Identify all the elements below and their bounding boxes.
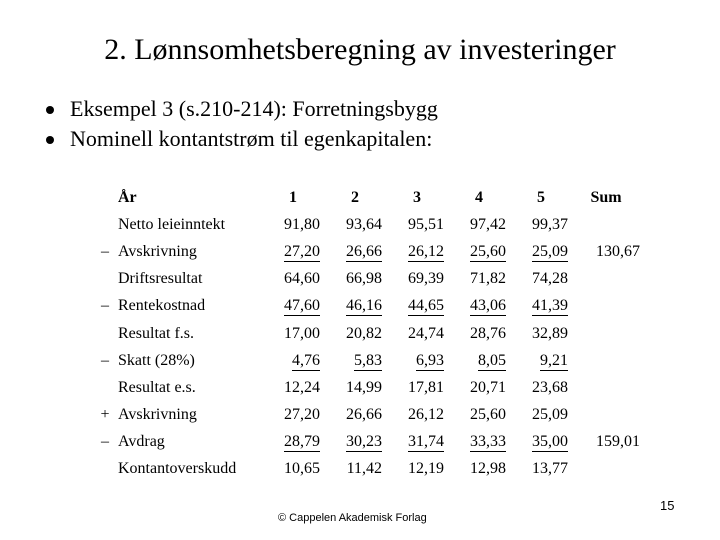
sign-header (92, 184, 118, 211)
row-value: 24,74 (408, 324, 444, 342)
row-label: Driftsresultat (118, 270, 203, 288)
row-value (448, 347, 510, 374)
row-sign: – (101, 242, 109, 260)
row-value (386, 429, 448, 456)
row-value: 12,24 (284, 378, 320, 396)
cell-value: 9,21 (540, 351, 568, 369)
row-value (262, 429, 324, 456)
table-row (92, 402, 640, 429)
row-sum (572, 266, 640, 293)
row-value (324, 347, 386, 374)
cell-value: 41,39 (532, 297, 568, 315)
cash-flow-table (92, 184, 640, 483)
cell-value: 43,06 (470, 297, 506, 315)
bullet-text: Nominell kontantstrøm til egenkapitalen: (70, 126, 433, 151)
row-sum (572, 402, 640, 429)
cell-value: 28,79 (284, 433, 320, 451)
row-sum (572, 456, 640, 483)
row-value: 11,42 (346, 460, 382, 478)
table-body (92, 211, 640, 483)
row-value (262, 238, 324, 265)
row-value: 12,98 (470, 460, 506, 478)
table-row (92, 320, 640, 347)
row-value (448, 238, 510, 265)
row-value: 74,28 (532, 270, 568, 288)
row-label: Rentekostnad (118, 297, 206, 315)
row-value: 14,99 (346, 378, 382, 396)
row-label: Avskrivning (118, 242, 197, 260)
bullet-icon (46, 136, 54, 144)
row-label: Avdrag (118, 433, 165, 451)
row-value (262, 347, 324, 374)
cell-value: 25,60 (470, 242, 506, 260)
cell-value: 35,00 (532, 433, 568, 451)
row-value: 23,68 (532, 378, 568, 396)
row-value: 20,71 (470, 378, 506, 396)
row-value (386, 347, 448, 374)
row-label: Resultat e.s. (118, 378, 196, 396)
bullet-list (44, 94, 438, 154)
row-value (386, 293, 448, 320)
page-number: 15 (660, 498, 675, 513)
cell-value: 30,23 (346, 433, 382, 451)
row-value (324, 429, 386, 456)
row-sign (92, 374, 118, 401)
row-label: Skatt (28%) (118, 351, 195, 369)
cell-value: 4,76 (292, 351, 320, 369)
table-row (92, 238, 640, 265)
row-value (510, 347, 572, 374)
table-row (92, 211, 640, 238)
row-sign: – (101, 351, 109, 369)
row-value (510, 429, 572, 456)
row-sum: 159,01 (596, 433, 640, 451)
row-sum (572, 320, 640, 347)
year-header: 1 (289, 188, 297, 206)
row-value: 28,76 (470, 324, 506, 342)
row-value: 12,19 (408, 460, 444, 478)
row-value: 93,64 (346, 215, 382, 233)
row-sign (92, 211, 118, 238)
cell-value: 31,74 (408, 433, 444, 451)
cell-value: 5,83 (354, 351, 382, 369)
table-row (92, 293, 640, 320)
cell-value: 25,09 (532, 242, 568, 260)
row-value: 99,37 (532, 215, 568, 233)
row-value (324, 293, 386, 320)
year-header: 4 (475, 188, 483, 206)
row-value: 66,98 (346, 270, 382, 288)
row-sum (572, 293, 640, 320)
table-row (92, 266, 640, 293)
row-sign: + (100, 406, 110, 424)
cell-value: 26,12 (408, 242, 444, 260)
row-value: 25,60 (470, 406, 506, 424)
row-sign (92, 456, 118, 483)
row-label: Kontantoverskudd (118, 460, 237, 478)
table-row (92, 429, 640, 456)
row-value: 97,42 (470, 215, 506, 233)
cell-value: 47,60 (284, 297, 320, 315)
bullet-icon (46, 106, 54, 114)
bullet-item (44, 94, 438, 124)
row-value: 27,20 (284, 406, 320, 424)
row-value: 71,82 (470, 270, 506, 288)
table-row (92, 456, 640, 483)
year-header: 5 (537, 188, 545, 206)
bullet-item (44, 124, 438, 154)
row-sum: 130,67 (596, 242, 640, 260)
row-value (324, 238, 386, 265)
row-value (448, 429, 510, 456)
year-header: 2 (351, 188, 359, 206)
copyright-footer: © Cappelen Akademisk Forlag (278, 512, 427, 524)
row-value: 95,51 (408, 215, 444, 233)
row-value: 69,39 (408, 270, 444, 288)
table-header-row (92, 184, 640, 211)
table-row (92, 374, 640, 401)
sum-header: Sum (590, 188, 622, 206)
row-value (262, 293, 324, 320)
bullet-text: Eksempel 3 (s.210-214): Forretningsbygg (70, 96, 438, 121)
row-value (448, 293, 510, 320)
row-value: 26,66 (346, 406, 382, 424)
row-value: 25,09 (532, 406, 568, 424)
cell-value: 27,20 (284, 242, 320, 260)
cell-value: 44,65 (408, 297, 444, 315)
row-sign (92, 320, 118, 347)
year-header: 3 (413, 188, 421, 206)
row-value (510, 238, 572, 265)
row-value: 26,12 (408, 406, 444, 424)
cell-value: 46,16 (346, 297, 382, 315)
row-sign: – (101, 433, 109, 451)
row-sign: – (101, 297, 109, 315)
row-sum (572, 211, 640, 238)
cell-value: 8,05 (478, 351, 506, 369)
row-label: Netto leieinntekt (118, 215, 226, 233)
row-value (386, 238, 448, 265)
slide-title: 2. Lønnsomhetsberegning av investeringer (104, 33, 616, 66)
year-label-header: År (118, 188, 137, 206)
row-value: 10,65 (284, 460, 320, 478)
row-value (510, 293, 572, 320)
row-value: 32,89 (532, 324, 568, 342)
row-value: 17,00 (284, 324, 320, 342)
row-value: 91,80 (284, 215, 320, 233)
table-row (92, 347, 640, 374)
cell-value: 33,33 (470, 433, 506, 451)
row-sign (92, 266, 118, 293)
row-value: 13,77 (532, 460, 568, 478)
row-label: Resultat f.s. (118, 324, 194, 342)
row-sum (572, 347, 640, 374)
cell-value: 6,93 (416, 351, 444, 369)
row-value: 20,82 (346, 324, 382, 342)
cell-value: 26,66 (346, 242, 382, 260)
row-value: 17,81 (408, 378, 444, 396)
row-label: Avskrivning (118, 406, 197, 424)
row-value: 64,60 (284, 270, 320, 288)
row-sum (572, 374, 640, 401)
